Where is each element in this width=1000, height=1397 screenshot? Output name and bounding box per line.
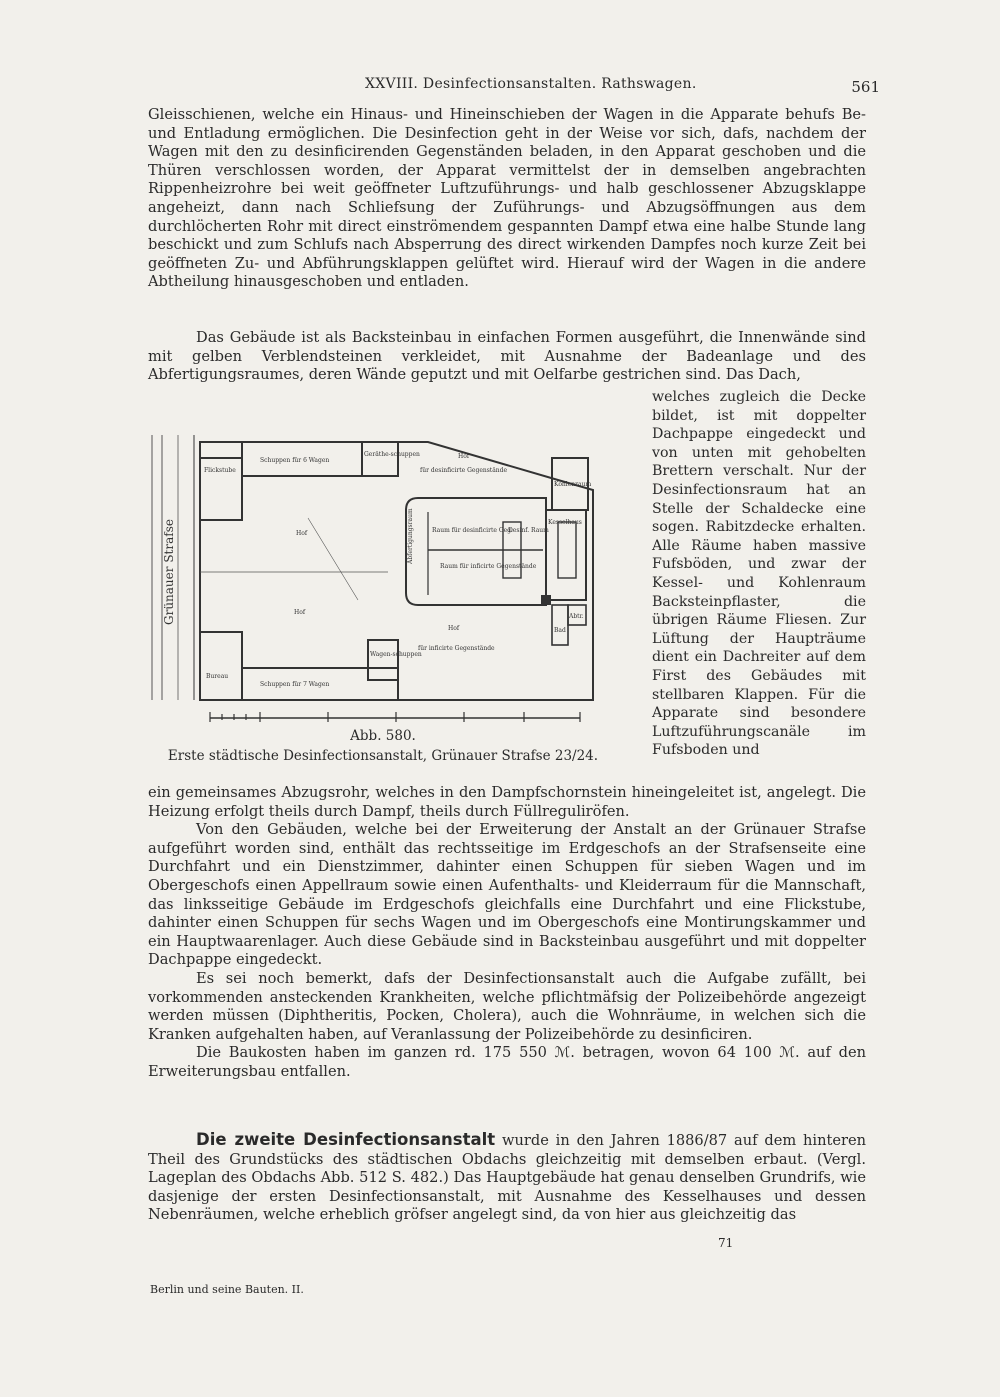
abtritt-label: Abtr. [569,613,584,620]
raum-inf-label: Raum für inficirte Gegenstände [440,563,537,570]
schuppen-top-label: Schuppen für 6 Wagen [260,457,330,464]
hof-label-upper: Hof [458,453,470,460]
hof-label-right: Hof [448,625,460,632]
paragraph-costs: Die Baukosten haben im ganzen rd. 175 550 ℳ. betragen, wovon 64 100 ℳ. auf den Erweiterungsbau entfallen. [148,1044,866,1080]
hof-label-left: Hof [296,530,308,537]
figure-number: Abb. 580. [350,728,416,744]
bad-label: Bad [554,627,566,634]
street-label: Grünauer Strafse [162,519,176,625]
bureau-label: Bureau [206,673,229,680]
paragraph-extension: Von den Gebäuden, welche bei der Erweiterung der Anstalt an der Grünauer Strafse aufgeführt worden sind, enthält das rechtsseitige im Erdgeschofs an der Strafsenseite eine Durchfahrt und ein Dienstzimmer, dahinter einen Schuppen für sieben Wagen und im Obergeschofs einen Appellraum sowie einen Aufenthalts- und Kleiderraum für die Mannschaft, das linksseitige Gebäude im Erdgeschofs gleichfalls eine Durchfahrt und eine Flickstube, dahinter einen Schuppen für sechs Wagen und im Obergeschofs eine Montirungskammer und ein Hauptwaarenlager. Auch diese Gebäude sind in Backsteinbau ausgeführt und mit doppelter Dachpappe eingedeckt. [148,821,866,969]
text-block-building [148,329,866,385]
figure-caption: Erste städtische Desinfectionsanstalt, Grünauer Strafse 23/24. [167,748,599,764]
schuppen-bottom-label: Schuppen für 7 Wagen [260,681,330,688]
kohlenraum-label: Kohlenraum [554,481,592,488]
text-block-continuation [148,106,866,292]
figure-580 [148,400,644,780]
wagenschuppen [368,640,398,680]
main-building [406,498,546,605]
geraetheschuppen [362,442,398,476]
paragraph-second-facility [148,1131,866,1225]
bureau-block [200,632,242,700]
side-column-text: welches zugleich die Decke bildet, ist mit doppelter Dachpappe eingedeckt und von unten mit gehobelten Brettern verschalt. Nur der Desinfectionsraum hat an Stelle der Schaldecke eine sogen. Rabitzdecke erhalten. Alle Räume haben massive Fufsböden, und zwar der Kessel- und Kohlenraum Backsteinpflaster, die übrigen Räume Fliesen. Zur Lüftung der Haupträume dient ein Dachreiter auf dem First des Gebäudes mit stellbaren Klappen. Für die Apparate sind besondere Luftzuführungscanäle im Fufsboden und [652,389,866,759]
text-block-lower [148,784,866,1082]
raum-desinf-label: Raum für desinficirte Geg. [432,527,513,534]
abfertigung-label: Abfertigungsraum [407,508,414,564]
hof-inf-label: für inficirte Gegenstände [418,645,495,652]
hof-label-lower: Hof [294,609,306,616]
chimney [541,595,551,605]
kesselhaus-label: Kesselhaus [548,519,582,526]
paragraph-continuation: Gleisschienen, welche ein Hinaus- und Hineinschieben der Wagen in die Apparate behufs Be- und Entladung ermöglichen. Die Desinfection geht in der Weise vor sich, dafs, nachdem der Wagen mit den zu desinficirenden Gegenständen beladen, in den Apparat geschoben und die Thüren verschlossen worden, der Apparat vermittelst der in demselben angebrachten Rippenheizrohre bei weit geöffneter Luftzuführungs- und halb geschlossener Abzugsklappe angeheizt, dann nach Schliefsung der Zuführungs- und Abzugsöffnungen aus dem durchlöcherten Rohr mit direct einströmendem gespannten Dampf etwa eine halbe Stunde lang beschickt und zum Schlufs nach Absperrung des direct wirkenden Dampfes noch kurze Zeit bei geöffneten Zu- und Abführungsklappen gelüftet wird. Hierauf wird der Wagen in die andere Abtheilung hinausgeschoben und entladen. [148,106,866,291]
wagenschuppen-label: Wagen-schuppen [370,651,422,658]
hof-desinf-label: für desinficirte Gegenstände [420,467,508,474]
paragraph-building-intro: Das Gebäude ist als Backsteinbau in einfachen Formen ausgeführt, die Innenwände sind mit gelben Verblendsteinen verkleidet, mit Ausnahme der Badeanlage und des Abfertigungsraumes, deren Wände geputzt und mit Oelfarbe gestrichen sind. Das Dach, [148,329,866,384]
second-facility-heading: Die zweite Desinfectionsanstalt [196,1130,496,1149]
lot-outline [200,442,593,700]
footer-book-title: Berlin und seine Bauten. II. [150,1283,304,1296]
paragraph-after-figure: ein gemeinsames Abzugsrohr, welches in den Dampfschornstein hineingeleitet ist, angelegt. Die Heizung erfolgt theils durch Dampf, theils durch Füllreguliröfen. [148,784,866,820]
desinf-raum-label: Desinf. Raum [508,527,549,534]
sheet-signature: 71 [718,1236,734,1250]
second-facility-text: wurde in den Jahren 1886/87 auf dem hinteren Theil des Grundstücks des städtischen Obdachs gleichzeitig mit demselben erbaut. (Vergl. Lageplan des Obdachs Abb. 512 S. 482.) Das Hauptgebäude hat genau denselben Grundrifs, wie dasjenige der ersten Desinfectionsanstalt, mit Ausnahme des Kesselhauses und dessen Nebenräumen, welche erheblich gröfser angelegt sind, da von hier aus gleichzeitig das [148,1132,866,1224]
page-header [150,76,880,100]
geraetheschuppen-label: Geräthe-schuppen [364,451,420,458]
paragraph-duties: Es sei noch bemerkt, dafs der Desinfectionsanstalt auch die Aufgabe zufällt, bei vorkommenden ansteckenden Krankheiten, welche pflichtmäfsig der Polizeibehörde angezeigt werden müssen (Diphtheritis, Pocken, Cholera), auch die Wohnräume, in welchen sich die Kranken aufgehalten haben, auf Veranlassung der Polizeibehörde zu desinficiren. [148,969,866,1043]
text-block-second-facility [148,1131,866,1225]
desinf-apparatus-2 [558,522,576,578]
site-plan-drawing [148,400,644,730]
flickstube-label: Flickstube [204,467,236,474]
running-title: XXVIII. Desinfectionsanstalten. Rathswagen. [365,76,697,92]
bad-block [552,605,568,645]
page-number: 561 [851,78,880,96]
